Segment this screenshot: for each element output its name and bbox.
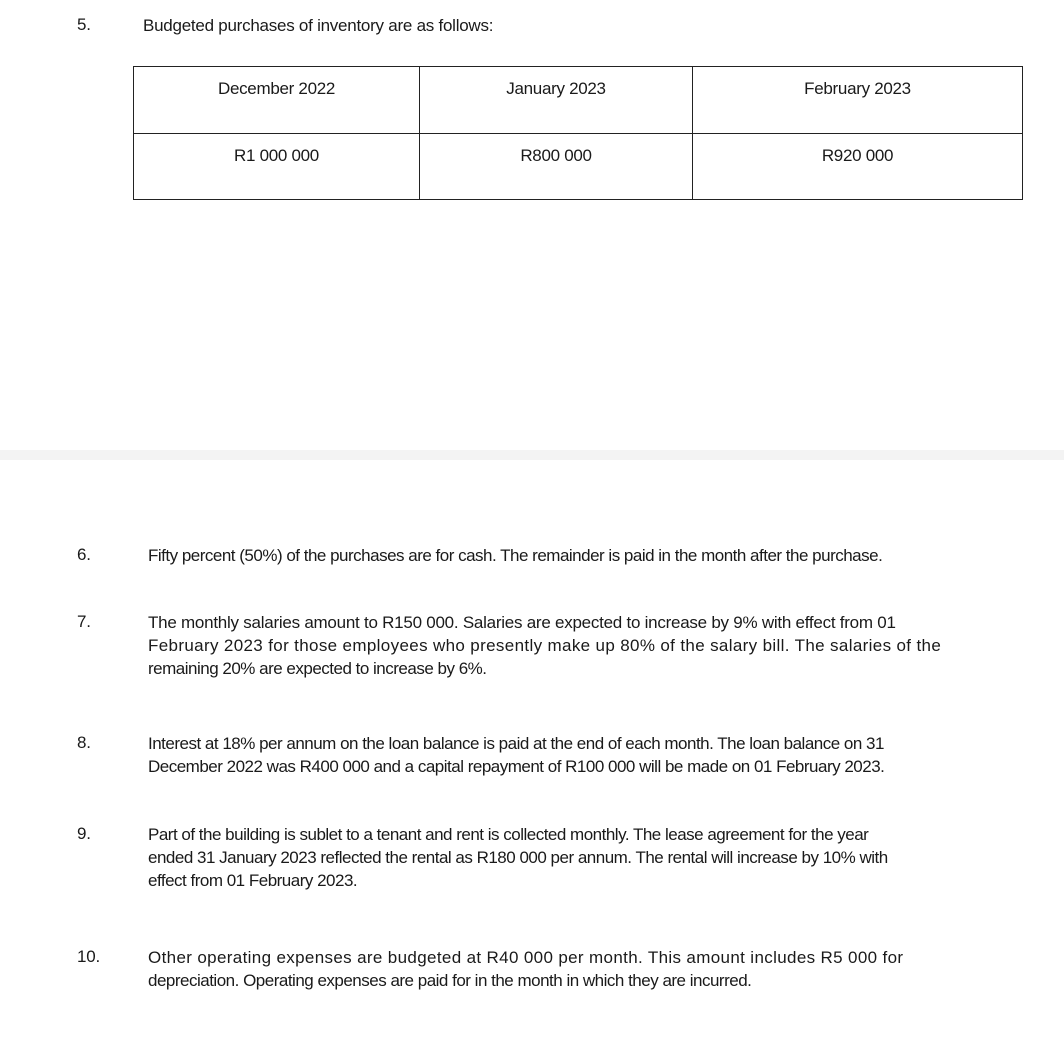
item-9-line-3: effect from 01 February 2023. — [148, 871, 358, 890]
value-february-2023: R920 000 — [693, 134, 1023, 200]
page-2-section — [0, 460, 1064, 1039]
item-10-number: 10. — [77, 947, 101, 966]
item-8-text — [148, 732, 1018, 778]
table-header-row — [134, 67, 1023, 134]
item-6-text: Fifty percent (50%) of the purchases are for cash. The remainder is paid in the month after the purchase. — [148, 546, 883, 565]
header-december-2022: December 2022 — [134, 67, 420, 134]
header-february-2023: February 2023 — [693, 67, 1023, 134]
item-5-number: 5. — [77, 15, 91, 34]
item-9-number: 9. — [77, 824, 91, 843]
purchases-table — [133, 66, 1023, 200]
item-7-number: 7. — [77, 612, 91, 631]
item-7-line-2: February 2023 for those employees who presently make up 80% of the salary bill. The salaries of the — [148, 636, 942, 655]
table-values-row — [134, 134, 1023, 200]
item-9-line-1: Part of the building is sublet to a tenant and rent is collected monthly. The lease agreement for the year — [148, 825, 869, 844]
value-december-2022: R1 000 000 — [134, 134, 420, 200]
item-8-number: 8. — [77, 733, 91, 752]
item-10-line-2: depreciation. Operating expenses are paid for in the month in which they are incurred. — [148, 971, 752, 990]
value-january-2023: R800 000 — [420, 134, 693, 200]
item-7-line-3: remaining 20% are expected to increase by 6%. — [148, 659, 487, 678]
item-7-text — [148, 611, 1018, 680]
item-5-text: Budgeted purchases of inventory are as follows: — [143, 16, 494, 35]
item-6-number: 6. — [77, 545, 91, 564]
item-8-line-1: Interest at 18% per annum on the loan balance is paid at the end of each month. The loan balance on 31 — [148, 734, 884, 753]
item-7-line-1: The monthly salaries amount to R150 000. Salaries are expected to increase by 9% with effect from 01 — [148, 613, 896, 632]
item-9-line-2: ended 31 January 2023 reflected the rental as R180 000 per annum. The rental will increase by 10% with — [148, 848, 888, 867]
page-separator — [0, 450, 1064, 460]
item-9-text — [148, 823, 1018, 892]
item-10-text — [148, 946, 1018, 992]
page-1-section — [0, 0, 1064, 450]
item-8-line-2: December 2022 was R400 000 and a capital repayment of R100 000 will be made on 01 February 2023. — [148, 757, 885, 776]
item-10-line-1: Other operating expenses are budgeted at R40 000 per month. This amount includes R5 000 for — [148, 948, 904, 967]
header-january-2023: January 2023 — [420, 67, 693, 134]
